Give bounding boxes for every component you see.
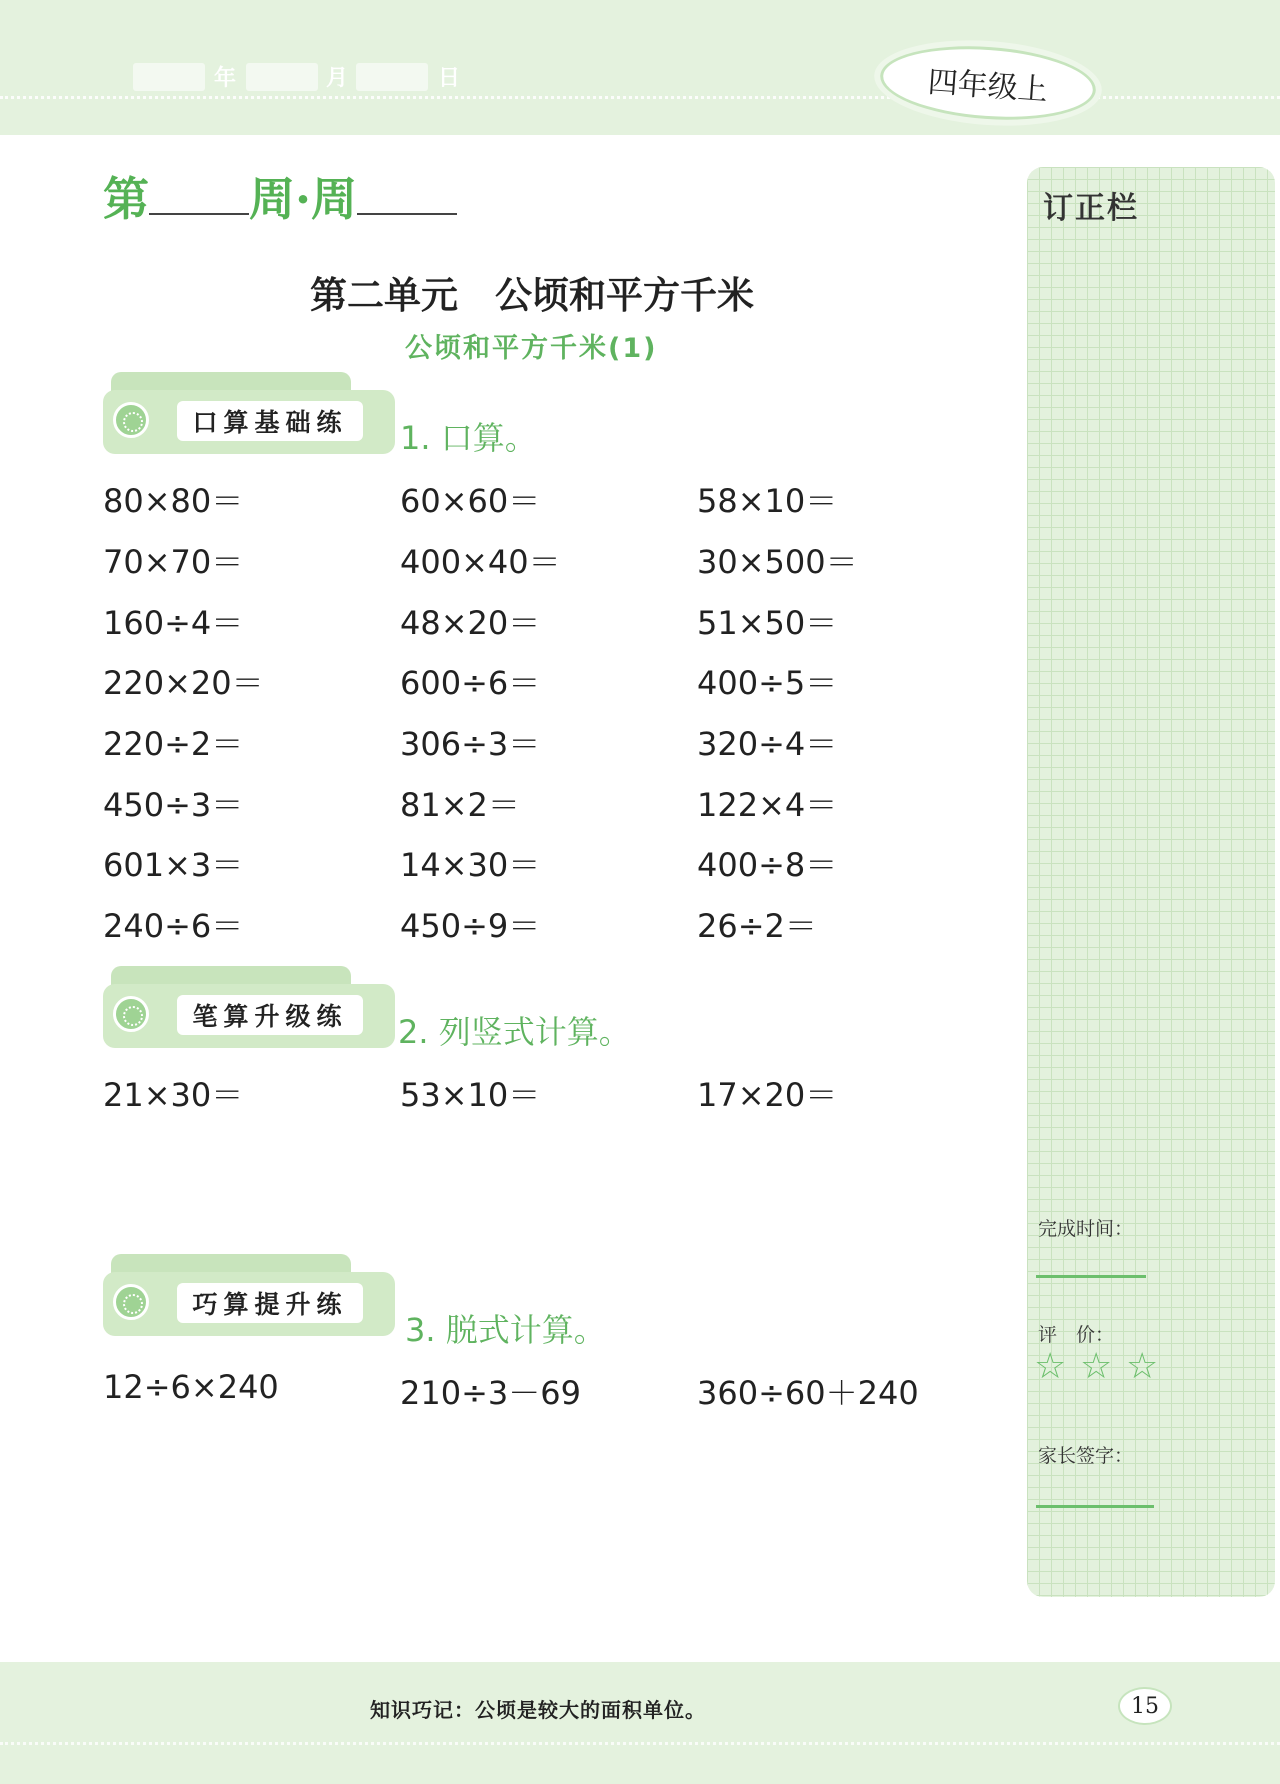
day-field[interactable] — [356, 63, 428, 91]
problem: 306÷3＝ — [400, 725, 541, 763]
rating-label: 评 价： — [1038, 1324, 1115, 1346]
finish-time-label: 完成时间： — [1038, 1218, 1134, 1240]
tab-label: 巧算提升练 — [177, 1283, 363, 1323]
problem: 210÷3－69 — [400, 1374, 581, 1412]
problem: 53×10＝ — [400, 1076, 541, 1114]
problem: 450÷3＝ — [103, 786, 244, 824]
problem: 240÷6＝ — [103, 907, 244, 945]
tab-label: 笔算升级练 — [177, 995, 363, 1035]
month-field[interactable] — [246, 63, 318, 91]
problem: 14×30＝ — [400, 846, 541, 884]
star-icon[interactable]: ☆ — [1126, 1346, 1159, 1387]
day-label: 日 — [438, 66, 461, 91]
page-number — [1118, 1687, 1172, 1725]
week-day-text: 周·周 — [249, 172, 358, 226]
week-line — [103, 163, 457, 229]
button-dot-icon — [113, 402, 149, 438]
problem: 70×70＝ — [103, 543, 244, 581]
problem: 122×4＝ — [697, 786, 838, 824]
tab-label: 口算基础练 — [177, 401, 363, 441]
year-field[interactable] — [133, 63, 205, 91]
problem: 320÷4＝ — [697, 725, 838, 763]
weekday-blank[interactable] — [357, 169, 457, 215]
problem: 58×10＝ — [697, 482, 838, 520]
problem: 26÷2＝ — [697, 907, 817, 945]
problem: 30×500＝ — [697, 543, 858, 581]
knowledge-tip: 知识巧记：公顷是较大的面积单位。 — [370, 1698, 706, 1722]
lesson-title: 公顷和平方千米(1) — [405, 333, 658, 364]
problem: 21×30＝ — [103, 1076, 244, 1114]
problem: 220×20＝ — [103, 664, 264, 702]
week-prefix: 第 — [103, 172, 149, 226]
question-2-title: 2. 列竖式计算。 — [398, 1013, 631, 1051]
problem: 601×3＝ — [103, 846, 244, 884]
button-dot-icon — [113, 996, 149, 1032]
problem: 48×20＝ — [400, 604, 541, 642]
parent-sign-line[interactable] — [1036, 1505, 1154, 1508]
problem: 220÷2＝ — [103, 725, 244, 763]
finish-time-line[interactable] — [1036, 1275, 1146, 1278]
problem: 600÷6＝ — [400, 664, 541, 702]
grade-text: 四年级上 — [926, 64, 1049, 109]
problem: 17×20＝ — [697, 1076, 838, 1114]
page-number-text: 15 — [1131, 1693, 1159, 1719]
problem: 400÷5＝ — [697, 664, 838, 702]
button-dot-icon — [113, 1284, 149, 1320]
footer-band — [0, 1662, 1280, 1784]
parent-sign-label: 家长签字： — [1038, 1445, 1134, 1467]
section-tab-oral — [103, 372, 395, 452]
footer-dotted-line — [0, 1742, 1280, 1745]
problem: 450÷9＝ — [400, 907, 541, 945]
star-icon[interactable]: ☆ — [1034, 1346, 1067, 1387]
problem: 80×80＝ — [103, 482, 244, 520]
problem: 400÷8＝ — [697, 846, 838, 884]
problem: 60×60＝ — [400, 482, 541, 520]
question-3-title: 3. 脱式计算。 — [405, 1311, 606, 1349]
problem: 160÷4＝ — [103, 604, 244, 642]
problem: 51×50＝ — [697, 604, 838, 642]
year-label: 年 — [214, 66, 237, 91]
problem: 400×40＝ — [400, 543, 561, 581]
correction-title: 订正栏 — [1043, 191, 1139, 226]
section-tab-clever — [103, 1254, 395, 1334]
section-tab-written — [103, 966, 395, 1046]
problem: 81×2＝ — [400, 786, 520, 824]
unit-title: 第二单元 公顷和平方千米 — [310, 273, 754, 317]
week-number-blank[interactable] — [149, 169, 249, 215]
problem: 12÷6×240 — [103, 1368, 279, 1406]
star-icon[interactable]: ☆ — [1080, 1346, 1113, 1387]
month-label: 月 — [326, 66, 349, 91]
question-1-title: 1. 口算。 — [400, 419, 537, 457]
problem: 360÷60＋240 — [697, 1374, 919, 1412]
